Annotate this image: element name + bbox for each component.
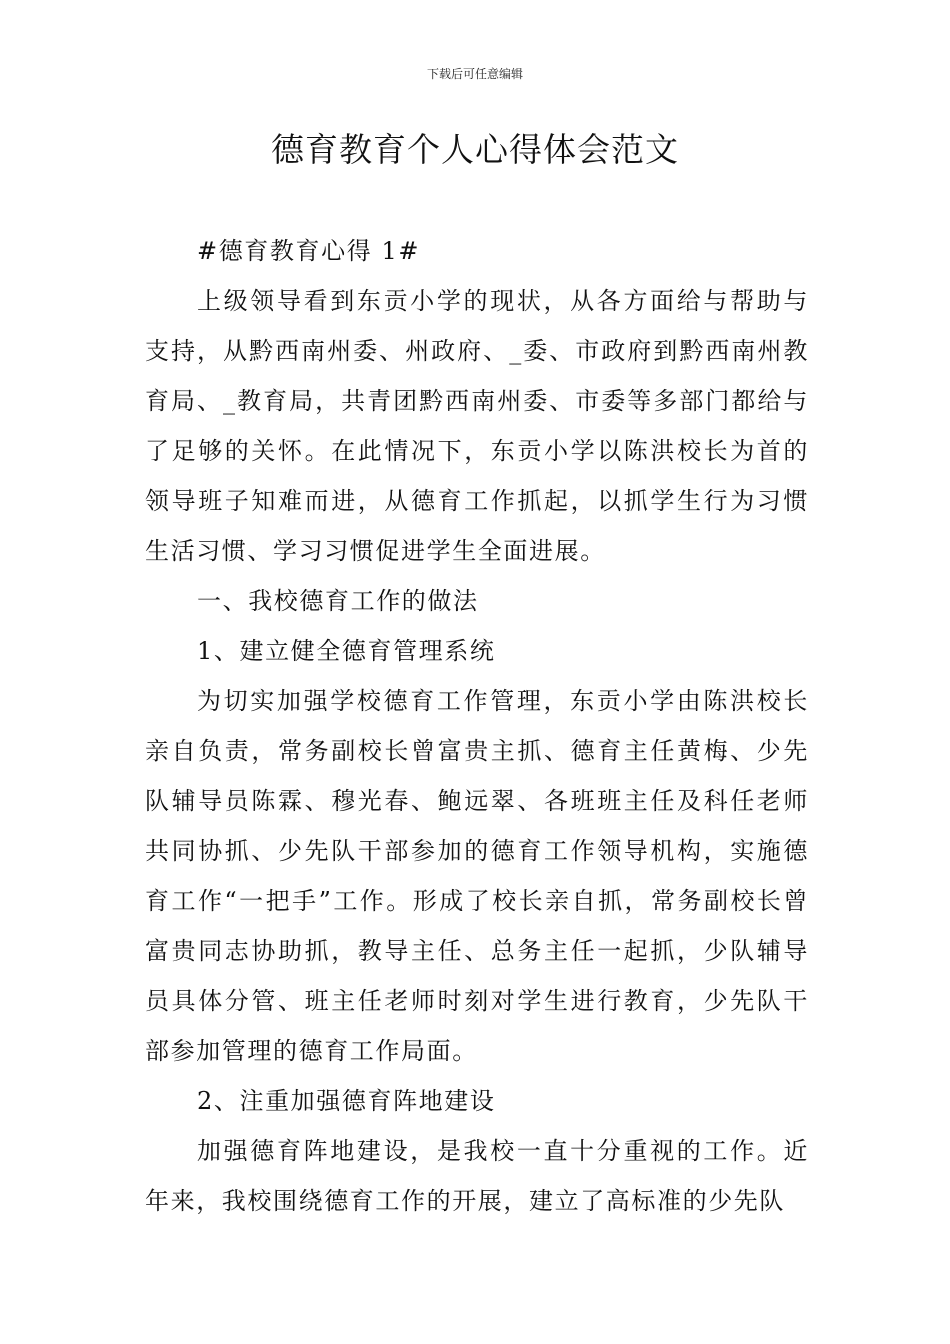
document-body <box>145 226 809 1226</box>
paragraph-management: 为切实加强学校德育工作管理，东贡小学由陈洪校长亲自负责，常务副校长曾富贵主抓、德育主任黄梅、少先队辅导员陈霖、穆光春、鲍远翠、各班班主任及科任老师共同协抓、少先队干部参加的德育工作领导机构，实施德育工作“一把手”工作。形成了校长亲自抓，常务副校长曾富贵同志协助抓，教导主任、总务主任一起抓，少队辅导员具体分管、班主任老师时刻对学生进行教育，少先队干部参加管理的德育工作局面。 <box>145 687 809 1065</box>
paragraph-section-marker: #德育教育心得 1# <box>197 237 421 265</box>
heading-subsection-2: 2、注重加强德育阵地建设 <box>197 1087 496 1115</box>
paragraph-positions: 加强德育阵地建设，是我校一直十分重视的工作。近年来，我校围绕德育工作的开展，建立了高标准的少先队 <box>145 1137 809 1215</box>
paragraph-intro: 上级领导看到东贡小学的现状，从各方面给与帮助与支持，从黔西南州委、州政府、_委、市政府到黔西南州教育局、_教育局，共青团黔西南州委、市委等多部门都给与了足够的关怀。在此情况下，东贡小学以陈洪校长为首的领导班子知难而进，从德育工作抓起，以抓学生行为习惯生活习惯、学习习惯促进学生全面进展。 <box>145 287 809 565</box>
heading-subsection-1: 1、建立健全德育管理系统 <box>197 637 496 665</box>
header-note: 下载后可任意编辑 <box>426 67 523 81</box>
heading-section-1: 一、我校德育工作的做法 <box>197 587 479 615</box>
document-title: 德育教育个人心得体会范文 <box>271 130 679 169</box>
